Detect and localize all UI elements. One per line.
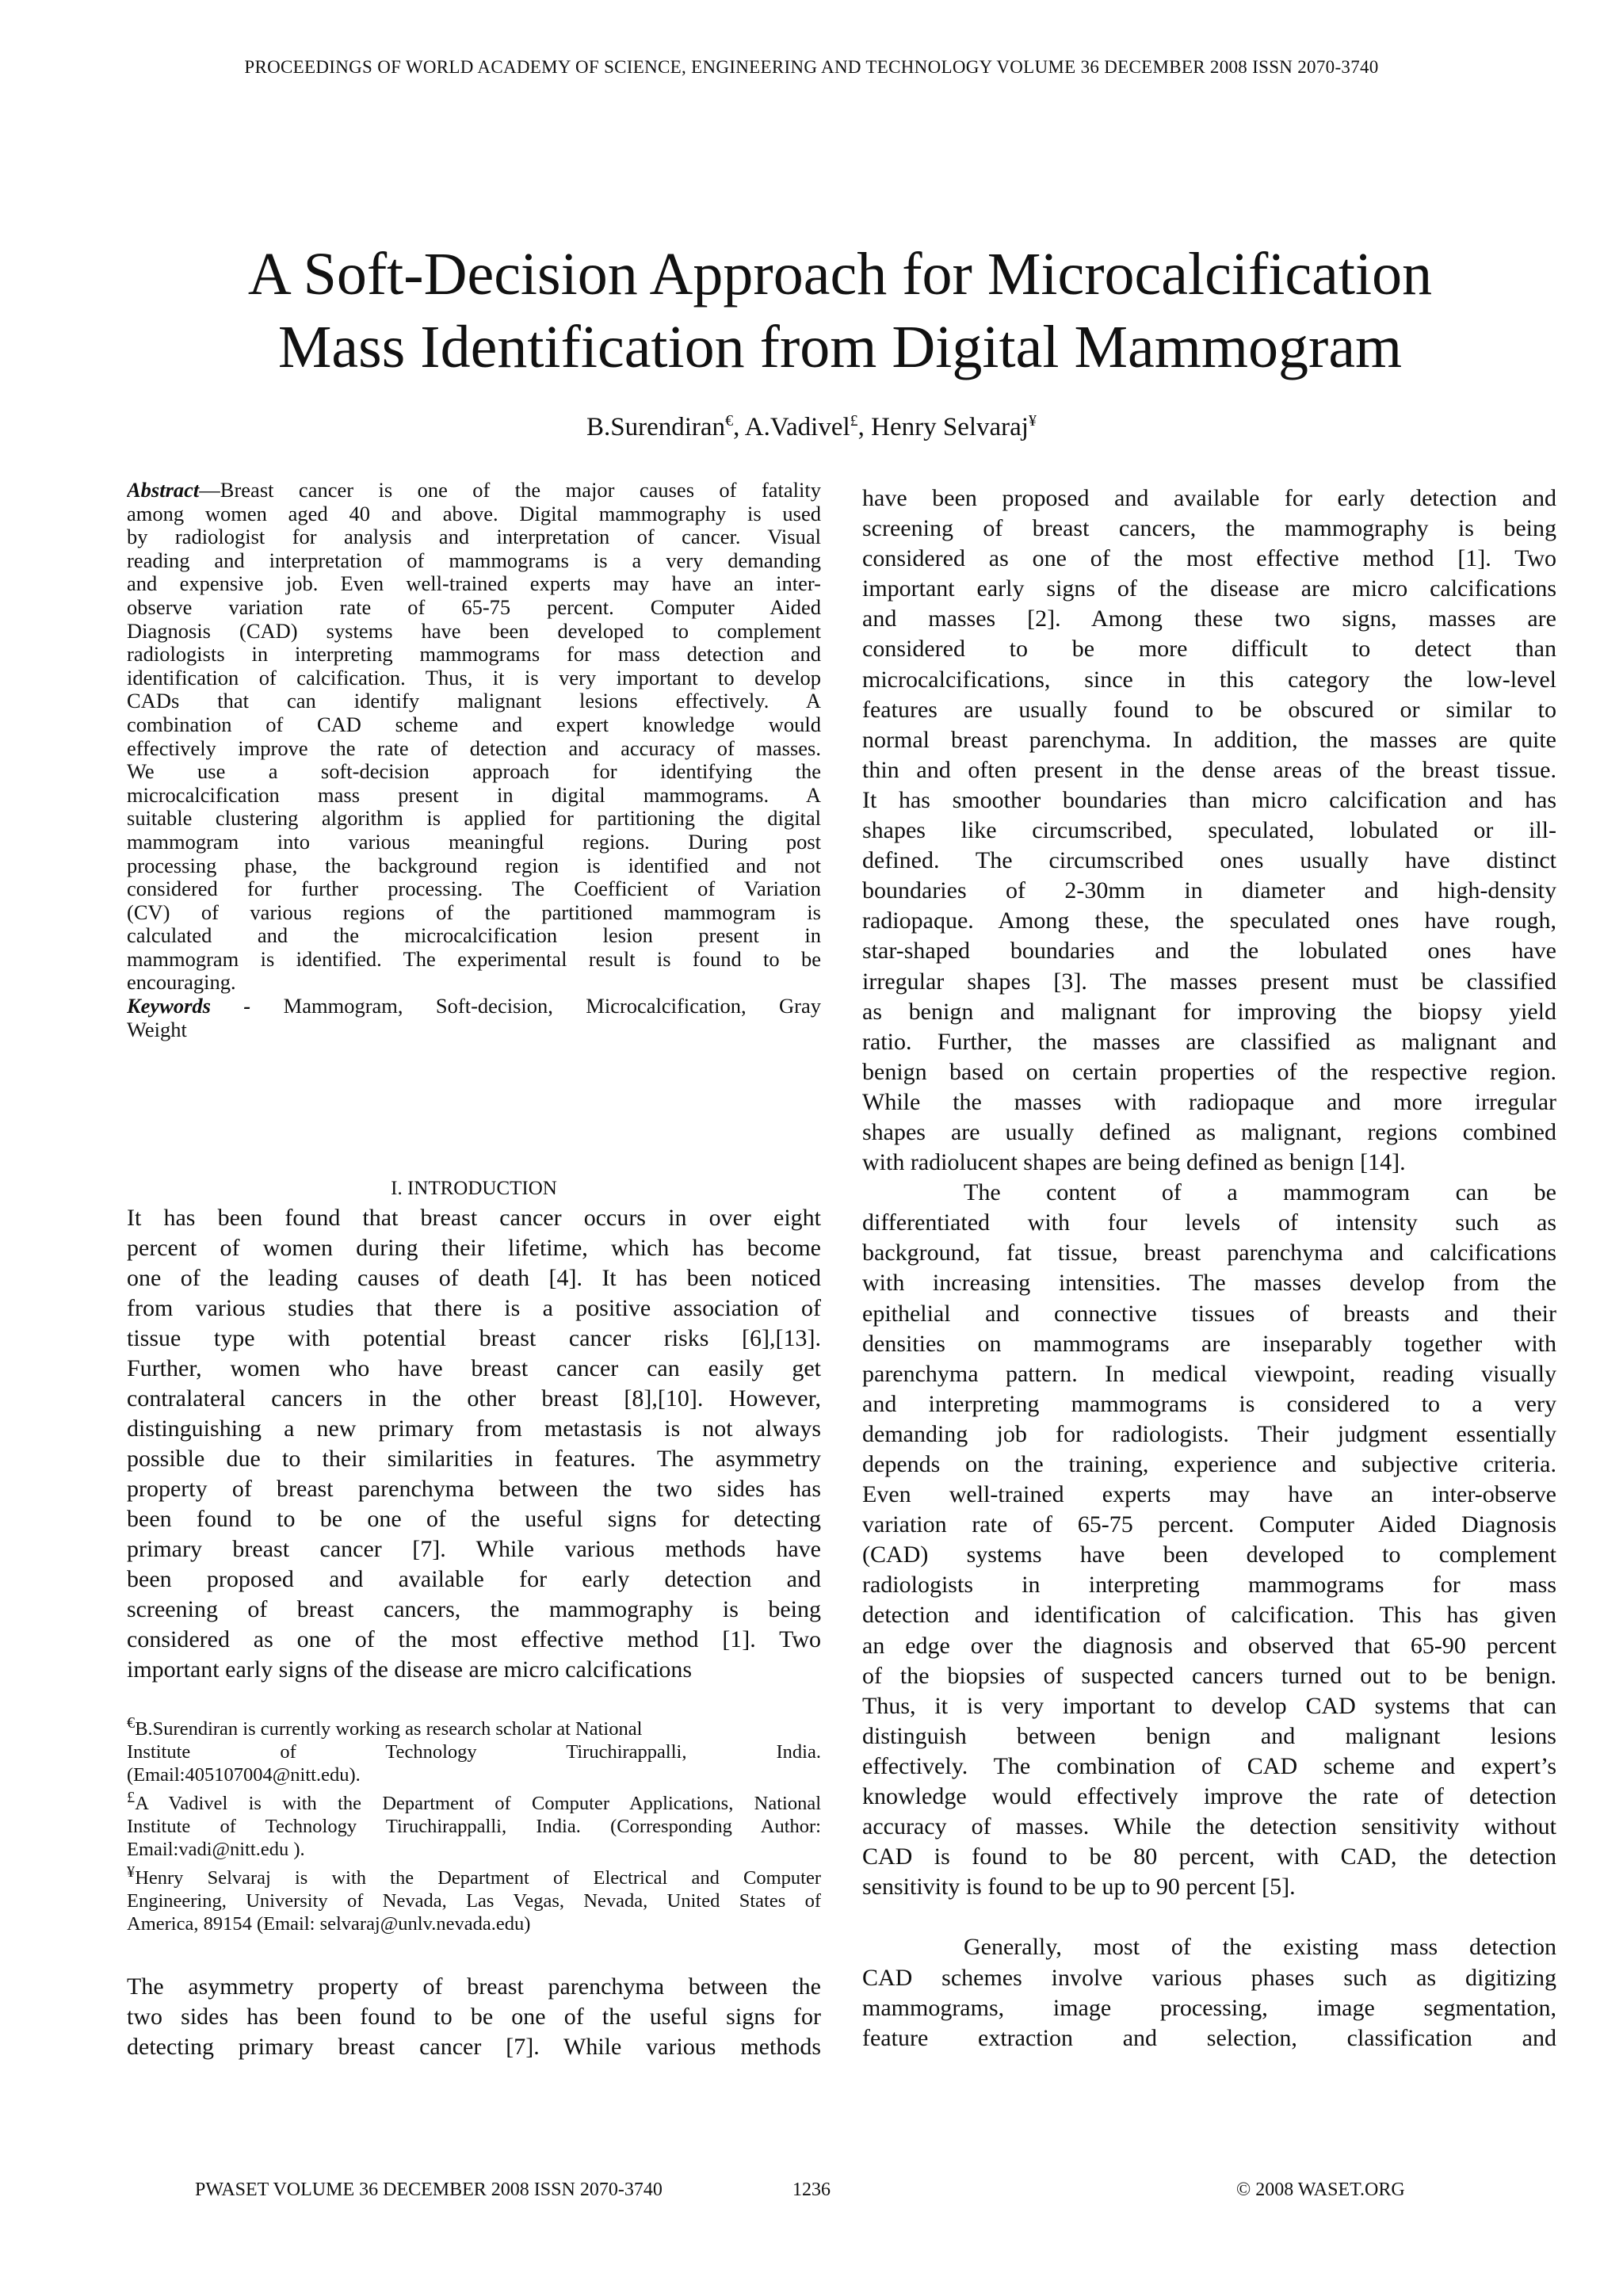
title-line-1: A Soft-Decision Approach for Microcalcification xyxy=(247,241,1433,308)
abstract-line: effectively improve the rate of detection and accuracy of masses. xyxy=(127,736,821,760)
introduction-line: one of the leading causes of death [4]. It has been noticed xyxy=(127,1265,821,1291)
right-column-line: mammograms, image processing, image segmentation, xyxy=(862,1994,1556,2021)
keywords-line: Weight xyxy=(127,1018,187,1041)
author-surendiran: B.Surendiran xyxy=(586,413,726,441)
introduction-line: from various studies that there is a positive association of xyxy=(127,1295,821,1321)
abstract-line: combination of CAD scheme and expert knowledge would xyxy=(127,712,821,736)
right-column-line: feature extraction and selection, classification and xyxy=(862,2024,1556,2051)
right-column-line: The content of a mammogram can be xyxy=(964,1179,1556,1206)
right-column-line: considered to be more difficult to detect than xyxy=(862,636,1556,663)
running-header: PROCEEDINGS OF WORLD ACADEMY OF SCIENCE, ENGINEERING AND TECHNOLOGY VOLUME 36 DECEMBER 2008 ISSN 2070-3740 xyxy=(244,57,1379,77)
tail-line: two sides has been found to be one of the useful signs for xyxy=(127,2004,821,2030)
introduction-line: considered as one of the most effective method [1]. Two xyxy=(127,1626,821,1652)
footnote-line: £A Vadivel is with the Department of Computer Applications, National xyxy=(127,1789,821,1815)
author-mark-1: € xyxy=(725,412,734,430)
right-column-line: distinguish between benign and malignant lesions xyxy=(862,1722,1556,1749)
paragraph-gap xyxy=(862,1902,1556,1932)
introduction-line: important early signs of the disease are micro calcifications xyxy=(127,1656,693,1683)
footer-journal: PWASET VOLUME 36 DECEMBER 2008 ISSN 2070-3740 xyxy=(195,2179,663,2200)
abstract-line: encouraging. xyxy=(127,971,236,995)
right-column-line: and masses [2]. Among these two signs, masses are xyxy=(862,606,1556,632)
abstract-line: We use a soft-decision approach for identifying the xyxy=(127,760,821,784)
introduction-line: percent of women during their lifetime, which has become xyxy=(127,1235,821,1261)
right-column-line: and interpreting mammograms is considered to a very xyxy=(862,1390,1556,1417)
abstract-line: and expensive job. Even well-trained experts may have an inter- xyxy=(127,572,821,596)
footnote-line: America, 89154 (Email: selvaraj@unlv.nevada.edu) xyxy=(127,1913,531,1935)
tail-line: detecting primary breast cancer [7]. While various methods xyxy=(127,2034,821,2060)
right-paragraph-3 xyxy=(862,1932,1556,2053)
right-paragraph-1 xyxy=(862,483,1556,1148)
introduction-line: possible due to their similarities in features. The asymmetry xyxy=(127,1446,821,1472)
abstract-line: radiologists in interpreting mammograms for mass detection and xyxy=(127,643,821,667)
right-column-line: Even well-trained experts may have an inter-observe xyxy=(862,1481,1556,1508)
right-column-line: variation rate of 65-75 percent. Computer Aided Diagnosis xyxy=(862,1511,1556,1538)
abstract-body xyxy=(127,502,821,972)
right-column-line: accuracy of masses. While the detection sensitivity without xyxy=(862,1813,1556,1840)
abstract-line: microcalcification mass present in digital mammograms. A xyxy=(127,783,821,807)
abstract-line: identification of calcification. Thus, it is very important to develop xyxy=(127,666,821,690)
right-column-line: Generally, most of the existing mass detection xyxy=(964,1934,1556,1961)
abstract-line: by radiologist for analysis and interpretation of cancer. Visual xyxy=(127,525,821,549)
right-column-line: epithelial and connective tissues of breasts and their xyxy=(862,1300,1556,1327)
right-column-line: Thus, it is very important to develop CAD systems that can xyxy=(862,1692,1556,1719)
keywords-line: Keywords - Mammogram, Soft-decision, Microcalcification, Gray xyxy=(127,995,821,1018)
footnote-line: ¥Henry Selvaraj is with the Department of Electrical and Computer xyxy=(127,1863,821,1889)
right-column-line: background, fat tissue, breast parenchyma and calcifications xyxy=(862,1240,1556,1266)
abstract-line: among women aged 40 and above. Digital mammography is used xyxy=(127,502,821,525)
author-list: B.Surendiran€, A.Vadivel£, Henry Selvaraj¥ xyxy=(586,412,1037,441)
right-column-line: of the biopsies of suspected cancers turned out to be benign. xyxy=(862,1662,1556,1689)
right-column-line: ratio. Further, the masses are classified as malignant and xyxy=(862,1028,1556,1055)
right-column-line: normal breast parenchyma. In addition, the masses are quite xyxy=(862,726,1556,753)
introduction-line: screening of breast cancers, the mammography is being xyxy=(127,1596,821,1622)
author-mark-3: ¥ xyxy=(1028,412,1037,430)
abstract-label: Abstract xyxy=(127,479,200,502)
right-column-line: demanding job for radiologists. Their judgment essentially xyxy=(862,1420,1556,1447)
abstract-line: Abstract—Breast cancer is one of the major causes of fatality xyxy=(127,479,821,502)
right-column-line: screening of breast cancers, the mammography is being xyxy=(862,515,1556,542)
abstract-line: mammogram is identified. The experimental result is found to be xyxy=(127,947,821,971)
abstract-line: observe variation rate of 65-75 percent. Computer Aided xyxy=(127,595,821,619)
right-column-line: considered as one of the most effective method [1]. Two xyxy=(862,545,1556,572)
right-column-line: as benign and malignant for improving the biopsy yield xyxy=(862,998,1556,1025)
right-column-line: depends on the training, experience and subjective criteria. xyxy=(862,1451,1556,1477)
right-column-line: microcalcifications, since in this category the low-level xyxy=(862,666,1556,693)
abstract-line: mammogram into various meaningful regions. During post xyxy=(127,830,821,854)
right-column-line: with radiolucent shapes are being defined as benign [14]. xyxy=(862,1149,1406,1176)
footer-page-number: 1236 xyxy=(792,2179,831,2200)
right-column-line: shapes are usually defined as malignant, regions combined xyxy=(862,1118,1556,1145)
tail-line: The asymmetry property of breast parenchyma between the xyxy=(127,1973,821,2000)
right-column-line: CAD is found to be 80 percent, with CAD, the detection xyxy=(862,1843,1556,1870)
introduction-line: distinguishing a new primary from metastasis is not always xyxy=(127,1415,821,1442)
keywords-label: Keywords - xyxy=(127,995,251,1018)
introduction-line: been proposed and available for early detection and xyxy=(127,1566,821,1592)
abstract-line: (CV) of various regions of the partitioned mammogram is xyxy=(127,900,821,924)
right-column xyxy=(862,483,1556,2053)
abstract-line: calculated and the microcalcification lesion present in xyxy=(127,924,821,948)
right-column-line: have been proposed and available for early detection and xyxy=(862,485,1556,511)
right-column-line: irregular shapes [3]. The masses present must be classified xyxy=(862,968,1556,995)
abstract-line: reading and interpretation of mammograms is a very demanding xyxy=(127,548,821,572)
title-line-2: Mass Identification from Digital Mammogram xyxy=(277,314,1403,380)
right-column-line: detection and identification of calcification. This has given xyxy=(862,1602,1556,1629)
right-column-line: densities on mammograms are inseparably together with xyxy=(862,1330,1556,1357)
author-selvaraj: Henry Selvaraj xyxy=(871,413,1029,441)
introduction-line: primary breast cancer [7]. While various methods have xyxy=(127,1536,821,1562)
abstract-line: CADs that can identify malignant lesions effectively. A xyxy=(127,690,821,713)
introduction-line: been found to be one of the useful signs for detecting xyxy=(127,1506,821,1532)
footnote-line: Institute of Technology Tiruchirappalli, India. (Corresponding Author: xyxy=(127,1816,821,1838)
introduction-body xyxy=(127,1203,821,1685)
introduction-line: contralateral cancers in the other breast [8],[10]. However, xyxy=(127,1385,821,1412)
right-column-line: thin and often present in the dense areas of the breast tissue. xyxy=(862,756,1556,783)
right-column-line: boundaries of 2-30mm in diameter and high-density xyxy=(862,877,1556,904)
right-column-line: (CAD) systems have been developed to complement xyxy=(862,1541,1556,1568)
abstract xyxy=(127,479,821,1041)
footnote-line: (Email:405107004@nitt.edu). xyxy=(127,1764,361,1786)
right-column-line: radiopaque. Among these, the speculated ones have rough, xyxy=(862,907,1556,934)
right-column-line: parenchyma pattern. In medical viewpoint, reading visually xyxy=(862,1360,1556,1387)
right-column-line: While the masses with radiopaque and more irregular xyxy=(862,1088,1556,1115)
right-column-line: important early signs of the disease are micro calcifications xyxy=(862,575,1556,602)
right-column-line: features are usually found to be obscured or similar to xyxy=(862,696,1556,723)
abstract-line: considered for further processing. The Coefficient of Variation xyxy=(127,877,821,901)
abstract-line: suitable clustering algorithm is applied for partitioning the digital xyxy=(127,807,821,831)
footnote-line: Institute of Technology Tiruchirappalli, India. xyxy=(127,1741,821,1763)
introduction-line: Further, women who have breast cancer can easily get xyxy=(127,1355,821,1381)
introduction-line: tissue type with potential breast cancer risks [6],[13]. xyxy=(127,1325,821,1351)
right-column-line: shapes like circumscribed, speculated, lobulated or ill- xyxy=(862,817,1556,844)
footnote-line: Email:vadi@nitt.edu ). xyxy=(127,1839,305,1861)
right-paragraph-2 xyxy=(862,1178,1556,1872)
footnote-line: €B.Surendiran is currently working as research scholar at National xyxy=(127,1714,643,1740)
right-column-line: defined. The circumscribed ones usually have distinct xyxy=(862,847,1556,874)
abstract-line: Diagnosis (CAD) systems have been developed to complement xyxy=(127,619,821,643)
author-mark-2: £ xyxy=(850,412,858,430)
author-vadivel: A.Vadivel xyxy=(744,413,850,441)
footer-copyright: © 2008 WASET.ORG xyxy=(1236,2179,1405,2200)
introduction-line: It has been found that breast cancer occurs in over eight xyxy=(127,1205,821,1231)
right-column-line: radiologists in interpreting mammograms for mass xyxy=(862,1572,1556,1599)
right-column-line: knowledge would effectively improve the rate of detection xyxy=(862,1783,1556,1810)
right-column-line: sensitivity is found to be up to 90 percent [5]. xyxy=(862,1874,1296,1901)
right-column-line: CAD schemes involve various phases such as digitizing xyxy=(862,1964,1556,1991)
left-column-tail xyxy=(127,1972,821,2062)
abstract-line: processing phase, the background region is identified and not xyxy=(127,854,821,877)
footnote-line: Engineering, University of Nevada, Las Vegas, Nevada, United States of xyxy=(127,1890,821,1912)
author-footnotes xyxy=(127,1712,821,1935)
right-column-line: star-shaped boundaries and the lobulated ones have xyxy=(862,938,1556,965)
paper-title xyxy=(158,238,1522,384)
right-column-line: It has smoother boundaries than micro calcification and has xyxy=(862,786,1556,813)
right-column-line: an edge over the diagnosis and observed that 65-90 percent xyxy=(862,1632,1556,1659)
introduction-line: property of breast parenchyma between the two sides has xyxy=(127,1476,821,1502)
right-column-line: effectively. The combination of CAD scheme and expert’s xyxy=(862,1752,1556,1779)
right-column-line: differentiated with four levels of intensity such as xyxy=(862,1209,1556,1236)
right-column-line: with increasing intensities. The masses develop from the xyxy=(862,1270,1556,1297)
section-heading-introduction: I. INTRODUCTION xyxy=(391,1178,557,1199)
right-column-line: benign based on certain properties of the respective region. xyxy=(862,1058,1556,1085)
